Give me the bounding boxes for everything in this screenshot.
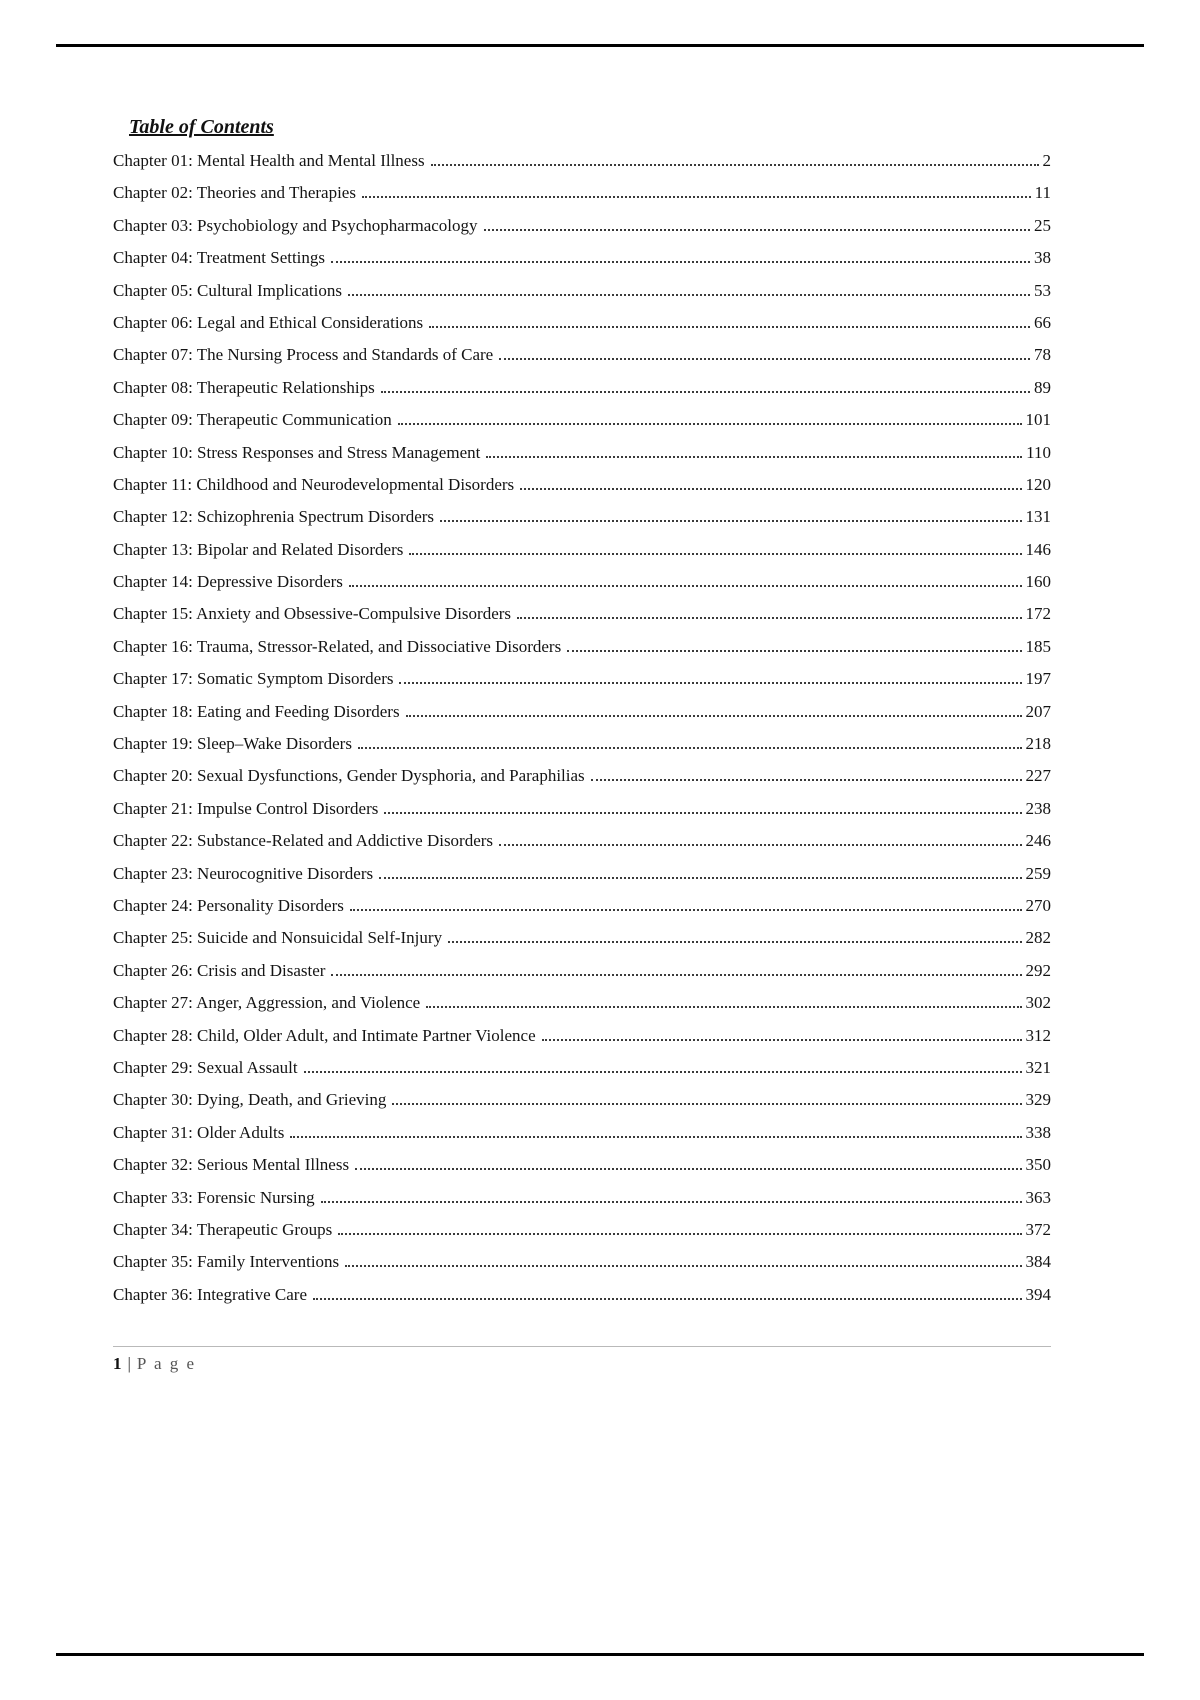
toc-entry-title: Chapter 33: Forensic Nursing xyxy=(113,1187,315,1207)
toc-entry xyxy=(113,890,1051,922)
toc-entry xyxy=(113,242,1051,274)
toc-entry xyxy=(113,598,1051,630)
toc-entry xyxy=(113,1182,1051,1214)
toc-entry xyxy=(113,1246,1051,1278)
toc-entry-page: 120 xyxy=(1025,474,1051,494)
toc-entry-page: 25 xyxy=(1034,215,1051,235)
toc-leader-dots xyxy=(426,1006,1021,1008)
toc-entry-title: Chapter 27: Anger, Aggression, and Violence xyxy=(113,993,421,1013)
toc-entry-title: Chapter 17: Somatic Symptom Disorders xyxy=(113,669,394,689)
footer-separator-char: | xyxy=(127,1354,131,1373)
toc-entry-page: 66 xyxy=(1034,312,1051,332)
toc-entry-title: Chapter 03: Psychobiology and Psychopharmacology xyxy=(113,215,478,235)
toc-entry xyxy=(113,858,1051,890)
toc-leader-dots xyxy=(338,1233,1021,1235)
toc-leader-dots xyxy=(431,164,1039,166)
toc-entry-title: Chapter 08: Therapeutic Relationships xyxy=(113,377,375,397)
toc-leader-dots xyxy=(381,391,1030,393)
toc-leader-dots xyxy=(542,1039,1022,1041)
toc-entry-page: 384 xyxy=(1025,1252,1051,1272)
toc-entry-title: Chapter 19: Sleep–Wake Disorders xyxy=(113,734,352,754)
toc-entry-title: Chapter 05: Cultural Implications xyxy=(113,280,342,300)
toc-entry-page: 329 xyxy=(1025,1090,1051,1110)
toc-entry-title: Chapter 25: Suicide and Nonsuicidal Self-Injury xyxy=(113,928,443,948)
toc-leader-dots xyxy=(429,326,1030,328)
toc-entry-title: Chapter 34: Therapeutic Groups xyxy=(113,1219,333,1239)
toc-entry-page: 338 xyxy=(1025,1122,1051,1142)
toc-leader-dots xyxy=(520,488,1021,490)
toc-entry xyxy=(113,1117,1051,1149)
toc-entry-page: 394 xyxy=(1025,1284,1051,1304)
toc-leader-dots xyxy=(567,650,1021,652)
toc-entry-title: Chapter 06: Legal and Ethical Considerations xyxy=(113,312,424,332)
toc-entry xyxy=(113,501,1051,533)
toc-entry xyxy=(113,210,1051,242)
toc-leader-dots xyxy=(448,941,1021,943)
toc-leader-dots xyxy=(399,682,1021,684)
toc-leader-dots xyxy=(517,617,1021,619)
toc-entry xyxy=(113,631,1051,663)
toc-leader-dots xyxy=(349,585,1022,587)
toc-entry-page: 312 xyxy=(1025,1025,1051,1045)
toc-entry-title: Chapter 24: Personality Disorders xyxy=(113,895,344,915)
toc-entry-page: 363 xyxy=(1025,1187,1051,1207)
toc-entry-page: 185 xyxy=(1025,636,1051,656)
toc-entry xyxy=(113,955,1051,987)
toc-entry-page: 207 xyxy=(1025,701,1051,721)
toc-entry-page: 292 xyxy=(1025,960,1051,980)
toc-entry xyxy=(113,760,1051,792)
toc-entry xyxy=(113,339,1051,371)
toc-entry-title: Chapter 15: Anxiety and Obsessive-Compulsive Disorders xyxy=(113,604,512,624)
toc-entry-page: 282 xyxy=(1025,928,1051,948)
toc-leader-dots xyxy=(362,196,1031,198)
toc-entry-title: Chapter 10: Stress Responses and Stress Management xyxy=(113,442,481,462)
toc-entry-title: Chapter 31: Older Adults xyxy=(113,1122,285,1142)
toc-entry-title: Chapter 01: Mental Health and Mental Illness xyxy=(113,151,425,170)
toc-entry-title: Chapter 18: Eating and Feeding Disorders xyxy=(113,701,400,721)
toc-entry-page: 259 xyxy=(1025,863,1051,883)
page-footer xyxy=(113,1354,196,1374)
toc-entry xyxy=(113,825,1051,857)
toc-entry-title: Chapter 23: Neurocognitive Disorders xyxy=(113,863,374,883)
toc-leader-dots xyxy=(358,747,1022,749)
footer-page-label: P a g e xyxy=(136,1354,197,1373)
toc-entry-title: Chapter 32: Serious Mental Illness xyxy=(113,1155,350,1175)
toc-leader-dots xyxy=(331,974,1021,976)
toc-entry-page: 350 xyxy=(1025,1155,1051,1175)
toc-entry-title: Chapter 30: Dying, Death, and Grieving xyxy=(113,1090,387,1110)
bottom-border-rule xyxy=(56,1653,1144,1656)
toc-entry xyxy=(113,145,1051,177)
toc-entry xyxy=(113,307,1051,339)
toc-entry xyxy=(113,1020,1051,1052)
toc-leader-dots xyxy=(499,358,1030,360)
toc-entry-page: 38 xyxy=(1034,248,1051,268)
top-border-rule xyxy=(56,44,1144,47)
toc-entry xyxy=(113,177,1051,209)
toc-leader-dots xyxy=(348,294,1030,296)
toc-entry-title: Chapter 02: Theories and Therapies xyxy=(113,183,356,203)
toc-entry-title: Chapter 20: Sexual Dysfunctions, Gender Dysphoria, and Paraphilias xyxy=(113,766,585,786)
toc-entry-title: Chapter 14: Depressive Disorders xyxy=(113,572,343,592)
toc-leader-dots xyxy=(355,1168,1021,1170)
toc-entry-title: Chapter 11: Childhood and Neurodevelopmental Disorders xyxy=(113,474,515,494)
toc-entry-page: 53 xyxy=(1034,280,1051,300)
toc-entry-title: Chapter 07: The Nursing Process and Standards of Care xyxy=(113,345,494,365)
toc-entry-page: 146 xyxy=(1025,539,1051,559)
toc-entry-title: Chapter 21: Impulse Control Disorders xyxy=(113,798,379,818)
toc-entry xyxy=(113,469,1051,501)
toc-leader-dots xyxy=(350,909,1022,911)
toc-entry-page: 131 xyxy=(1025,507,1051,527)
toc-leader-dots xyxy=(486,456,1022,458)
toc-entry-title: Chapter 13: Bipolar and Related Disorders xyxy=(113,539,404,559)
toc-entry-page: 302 xyxy=(1025,993,1051,1013)
toc-leader-dots xyxy=(440,520,1021,522)
toc-entry-page: 172 xyxy=(1025,604,1051,624)
toc-entry xyxy=(113,275,1051,307)
toc-entry xyxy=(113,696,1051,728)
toc-entry-page: 227 xyxy=(1025,766,1051,786)
toc-entry-page: 218 xyxy=(1025,734,1051,754)
toc-entry xyxy=(113,1084,1051,1116)
toc-entry-title: Chapter 26: Crisis and Disaster xyxy=(113,960,326,980)
toc-list xyxy=(113,145,1051,1311)
toc-leader-dots xyxy=(392,1103,1021,1105)
toc-leader-dots xyxy=(384,812,1021,814)
toc-entry xyxy=(113,437,1051,469)
toc-entry xyxy=(113,1279,1051,1311)
toc-entry xyxy=(113,566,1051,598)
toc-leader-dots xyxy=(304,1071,1022,1073)
toc-entry-title: Chapter 12: Schizophrenia Spectrum Disorders xyxy=(113,507,435,527)
toc-entry-page: 2 xyxy=(1042,151,1051,170)
toc-entry-page: 101 xyxy=(1025,410,1051,430)
toc-entry-page: 197 xyxy=(1025,669,1051,689)
toc-entry-page: 160 xyxy=(1025,572,1051,592)
toc-entry xyxy=(113,1149,1051,1181)
toc-leader-dots xyxy=(345,1265,1021,1267)
toc-entry-page: 238 xyxy=(1025,798,1051,818)
toc-entry-page: 270 xyxy=(1025,895,1051,915)
toc-entry-page: 246 xyxy=(1025,831,1051,851)
toc-entry-title: Chapter 36: Integrative Care xyxy=(113,1284,308,1304)
toc-entry xyxy=(113,793,1051,825)
toc-entry-title: Chapter 35: Family Interventions xyxy=(113,1252,340,1272)
toc-leader-dots xyxy=(290,1136,1021,1138)
toc-leader-dots xyxy=(499,844,1021,846)
footer-separator-line xyxy=(113,1346,1051,1347)
toc-leader-dots xyxy=(484,229,1030,231)
toc-entry xyxy=(113,1052,1051,1084)
toc-entry xyxy=(113,987,1051,1019)
page-content xyxy=(113,116,1051,1311)
toc-entry-title: Chapter 29: Sexual Assault xyxy=(113,1057,298,1077)
toc-entry xyxy=(113,1214,1051,1246)
toc-entry xyxy=(113,404,1051,436)
toc-leader-dots xyxy=(406,715,1022,717)
toc-entry-page: 11 xyxy=(1034,183,1051,203)
toc-entry-title: Chapter 04: Treatment Settings xyxy=(113,248,326,268)
page-title: Table of Contents xyxy=(129,116,274,138)
toc-entry-page: 321 xyxy=(1025,1057,1051,1077)
toc-leader-dots xyxy=(591,779,1022,781)
toc-entry-page: 372 xyxy=(1025,1219,1051,1239)
toc-entry-title: Chapter 22: Substance-Related and Addictive Disorders xyxy=(113,831,494,851)
toc-entry-page: 110 xyxy=(1026,442,1051,462)
toc-leader-dots xyxy=(331,261,1030,263)
footer-page-number: 1 xyxy=(113,1354,122,1373)
toc-entry xyxy=(113,922,1051,954)
toc-entry xyxy=(113,372,1051,404)
toc-leader-dots xyxy=(379,877,1021,879)
toc-leader-dots xyxy=(398,423,1022,425)
toc-leader-dots xyxy=(313,1298,1021,1300)
toc-entry-title: Chapter 09: Therapeutic Communication xyxy=(113,410,392,430)
toc-entry xyxy=(113,728,1051,760)
toc-entry-title: Chapter 28: Child, Older Adult, and Intimate Partner Violence xyxy=(113,1025,536,1045)
toc-entry-title: Chapter 16: Trauma, Stressor-Related, and Dissociative Disorders xyxy=(113,636,562,656)
toc-entry xyxy=(113,534,1051,566)
toc-entry-page: 78 xyxy=(1034,345,1051,365)
toc-entry-page: 89 xyxy=(1034,377,1051,397)
toc-leader-dots xyxy=(321,1201,1022,1203)
toc-entry xyxy=(113,663,1051,695)
toc-leader-dots xyxy=(409,553,1021,555)
